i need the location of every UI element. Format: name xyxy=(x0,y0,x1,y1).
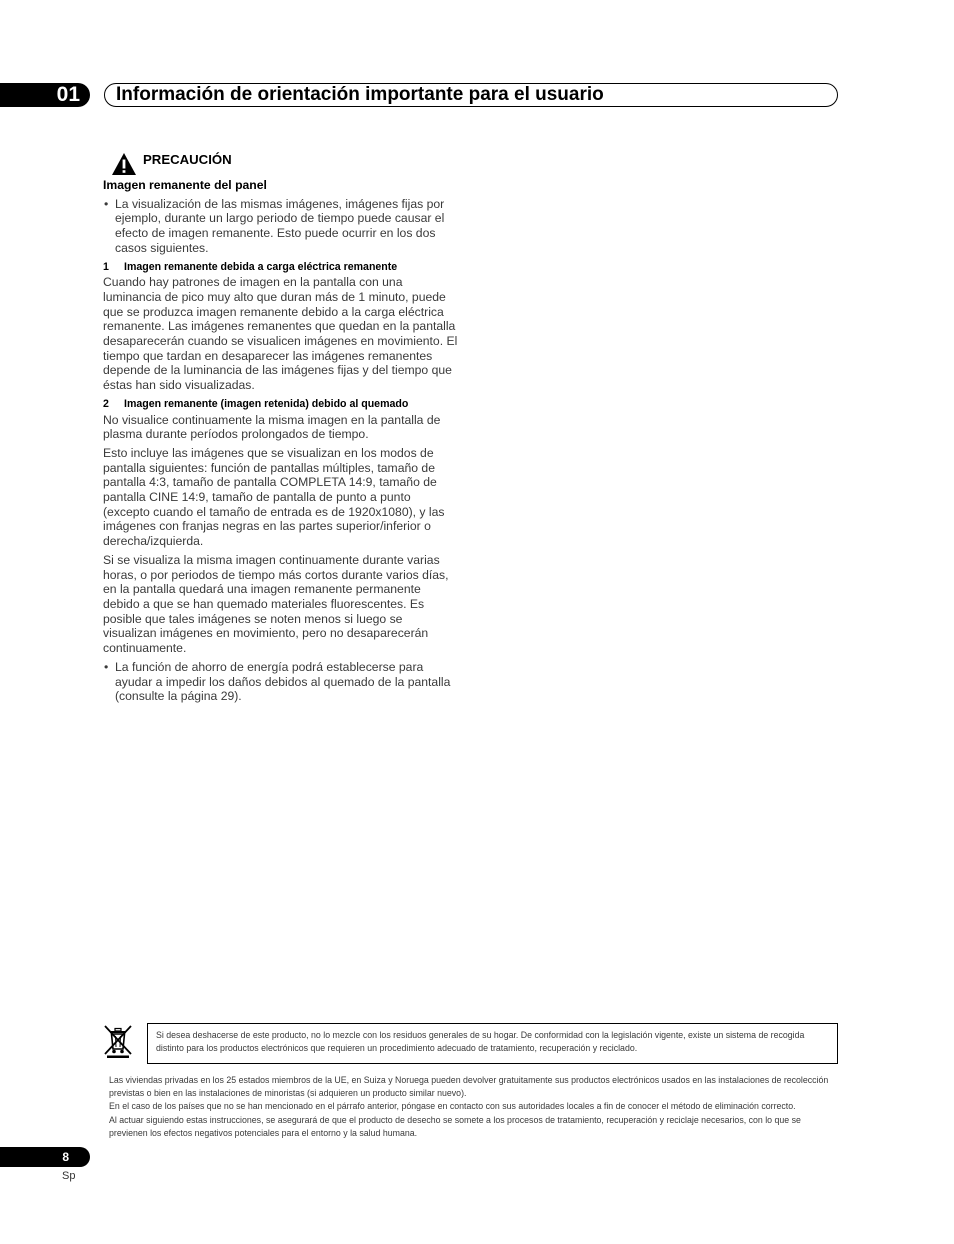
section-1-heading xyxy=(103,260,459,275)
section-2-text-3: Si se visualiza la misma imagen continuamente durante varias horas, o por periodos de tiempo más cortos durante varios días, en la pantalla quedará una imagen remanente permanente debido a que se han quemado materiales fluorescentes. Es posible que tales imágenes se noten menos si luego se visualizan imágenes en movimiento, pero no desaparecerán continuamente. xyxy=(103,552,449,656)
caution-title: PRECAUCIÓN xyxy=(143,152,232,167)
weee-paragraph-3: Al actuar siguiendo estas instrucciones, se asegurará de que el producto de desecho se somete a los procesos de tratamiento, recuperación y reciclaje necesarios, con lo que se previenen los efectos negativos potenciales para el entorno y la salud humana. xyxy=(109,1114,801,1138)
caution-heading-row xyxy=(103,150,459,178)
weee-paragraph-2: En el caso de los países que no se han mencionado en el párrafo anterior, póngase en contacto con sus autoridades locales a fin de conocer el método de eliminación correcto. xyxy=(109,1101,796,1112)
warning-icon xyxy=(111,152,137,176)
language-code: Sp xyxy=(62,1170,76,1182)
section-2-text-1: No visualice continuamente la misma imagen en la pantalla de plasma durante períodos prolongados de tiempo. xyxy=(103,412,441,442)
weee-disposal-info xyxy=(109,1074,834,1140)
section-1-heading-text: Imagen remanente debida a carga eléctrica remanente xyxy=(124,260,398,273)
crossed-out-bin-icon xyxy=(102,1022,134,1058)
weee-paragraph-1: Las viviendas privadas en los 25 estados miembros de la UE, en Suiza y Noruega pueden devolver gratuitamente sus productos electrónicos usados en las instalaciones de recolección previstas o bien en las instalaciones de minoristas (si adquieren un producto similar nuevo). xyxy=(109,1075,829,1099)
section-2-heading-text: Imagen remanente (imagen retenida) debido al quemado xyxy=(124,397,409,410)
panel-afterimage-subtitle: Imagen remanente del panel xyxy=(103,178,267,192)
caution-section xyxy=(103,150,459,708)
weee-notice-box: Si desea deshacerse de este producto, no lo mezcle con los residuos generales de su hogar. De conformidad con la legislación vigente, existe un sistema de recogida distinto para los productos electrónicos que requieren un procedimiento adecuado de tratamiento, recuperación y reciclado. xyxy=(147,1023,838,1064)
page-number: 8 xyxy=(0,1147,90,1167)
page-title: Información de orientación importante para el usuario xyxy=(104,83,838,107)
section-1-text: Cuando hay patrones de imagen en la pantalla con una luminancia de pico muy alto que duran más de 1 minuto, puede que se produzca imagen remanente debido a la carga eléctrica remanente. Las imágenes remanentes que quedan en la pantalla desaparecerán cuando se visualicen imágenes en movimiento. El tiempo que tardan en desaparecer las imágenes remanentes depende de la luminancia de las imágenes fijas y del tiempo que éstas han sido visualizadas. xyxy=(103,275,458,393)
section-2-text-2: Esto incluye las imágenes que se visualizan en los modos de pantalla siguientes: función de pantallas múltiples, tamaño de pantalla 4:3, tamaño de pantalla COMPLETA 14:9, tamaño de pantalla CINE 14:9, tamaño de pantalla de punto a punto (excepto cuando el tamaño de entrada es de 1920x1080), y las imágenes con franjas negras en las partes superior/inferior o derecha/izquierda. xyxy=(103,445,445,549)
bullet-afterimage-intro: • La visualización de las mismas imágenes, imágenes fijas por ejemplo, durante un largo periodo de tiempo puede causar el efecto de imagen remanente. Esto puede ocurrir en los dos casos siguientes. xyxy=(103,197,459,256)
bullet-energy-saving: • La función de ahorro de energía podrá establecerse para ayudar a impedir los daños debidos al quemado de la pantalla (consulte la página 29). xyxy=(103,660,459,704)
section-2-heading xyxy=(103,397,459,412)
section-2-number: 2 xyxy=(103,397,109,410)
chapter-number-tab: 01 xyxy=(0,83,90,107)
section-1-number: 1 xyxy=(103,260,109,273)
